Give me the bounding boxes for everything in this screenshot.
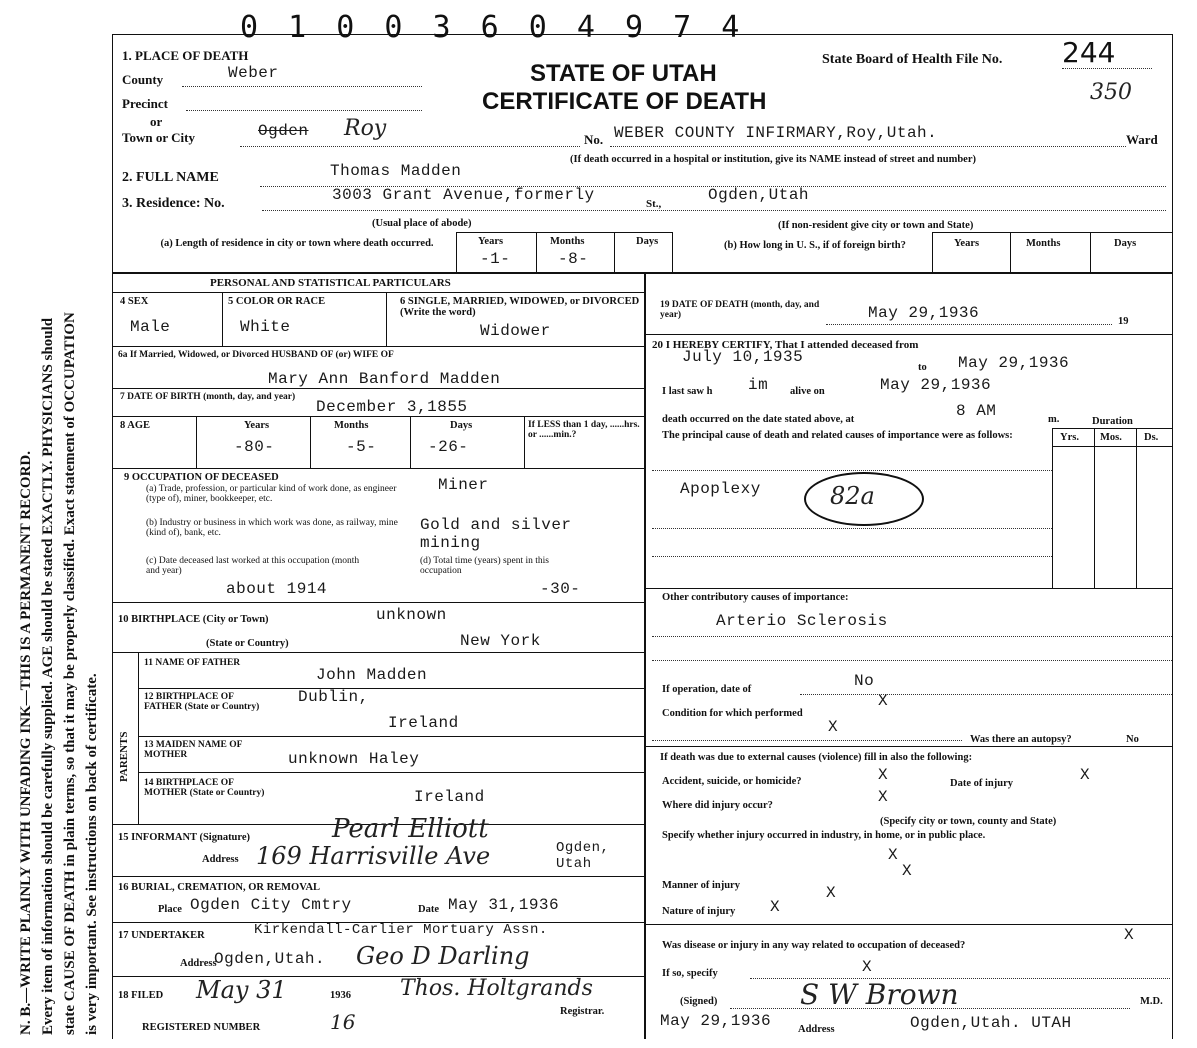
birthplace-label: 10 BIRTHPLACE (City or Town) xyxy=(118,614,269,625)
occupation-label: 9 OCCUPATION OF DECEASED xyxy=(124,472,279,483)
sex-value: Male xyxy=(130,318,171,336)
nonresident-note: (If non-resident give city or town and State) xyxy=(778,220,974,231)
undertaker-address: Ogden,Utah. xyxy=(214,950,326,968)
where-label: Where did injury occur? xyxy=(662,800,773,811)
principal-label: The principal cause of death and related causes of importance were as follows: xyxy=(662,430,1013,441)
side-instructions-1: Every item of information should be carefully supplied. AGE should be stated EXACTLY. PHYSICIANS should xyxy=(40,317,56,1035)
age-years-value: -80- xyxy=(234,438,275,456)
father-value: John Madden xyxy=(316,666,428,684)
burial-date: May 31,1936 xyxy=(448,896,560,914)
undertaker-signature: Geo D Darling xyxy=(356,942,530,970)
father-bp-label: 12 BIRTHPLACE OF FATHER (State or Country) xyxy=(144,692,260,712)
residence-city: Ogden,Utah xyxy=(708,186,810,204)
age-label: 8 AGE xyxy=(120,420,151,431)
sex-divider xyxy=(222,292,223,346)
full-name-label: 2. FULL NAME xyxy=(122,170,219,185)
duration-col-2 xyxy=(1094,428,1095,588)
left-border xyxy=(112,34,113,1039)
document-title: STATE OF UTAH xyxy=(530,60,717,87)
nature-value: X xyxy=(770,898,781,916)
side-instructions-3: is very important. See instructions on back of certificate. xyxy=(84,673,100,1035)
color-label: 5 COLOR OR RACE xyxy=(228,296,326,307)
age-years-label: Years xyxy=(244,420,270,431)
injury-date-value: X xyxy=(1080,766,1091,784)
row-line-9 xyxy=(138,772,644,773)
length-residence-label: (a) Length of residence in city or town where death occurred. xyxy=(160,238,434,249)
age-days-label: Days xyxy=(450,420,473,431)
us-col-3 xyxy=(1090,232,1091,272)
marital-value: Widower xyxy=(480,322,551,340)
age-col-2 xyxy=(310,416,311,468)
condition-value-2: X xyxy=(828,718,839,736)
external-label: If death was due to external causes (violence) fill in also the following: xyxy=(660,752,973,763)
condition-line xyxy=(652,740,962,741)
residence-street: 3003 Grant Avenue,formerly xyxy=(332,186,595,204)
filed-year: 1936 xyxy=(330,990,351,1001)
spouse-label: 6a If Married, Widowed, or Divorced HUSBAND OF (or) WIFE OF xyxy=(118,350,394,360)
specify-value-2: X xyxy=(902,862,913,880)
less-day-label: If LESS than 1 day, ......hrs. or ......min.? xyxy=(528,420,640,440)
undertaker-label: 17 UNDERTAKER xyxy=(118,930,205,941)
registrar-signature: Thos. Holtgrands xyxy=(400,976,593,1001)
cert-date: May 29,1936 xyxy=(660,1012,772,1030)
duration-header-line xyxy=(1052,446,1172,447)
dob-value: December 3,1855 xyxy=(316,398,468,416)
occ-c-label: (c) Date deceased last worked at this occupation (month and year) xyxy=(146,556,360,576)
physician-signature: S W Brown xyxy=(800,978,959,1011)
usual-abode-note: (Usual place of abode) xyxy=(372,218,472,229)
duration-mos: Mos. xyxy=(1100,432,1122,443)
row-line-2 xyxy=(112,388,644,389)
file-no-line xyxy=(1062,68,1152,69)
residence-line xyxy=(262,210,1166,211)
informant-signature: Pearl Elliott xyxy=(332,814,489,844)
alive-on-label: alive on xyxy=(790,386,825,397)
color-divider xyxy=(386,292,387,346)
cert-address: Ogden,Utah. UTAH xyxy=(910,1014,1072,1032)
last-saw-label: I last saw h xyxy=(662,386,713,397)
institution-note: (If death occurred in a hospital or institution, give its NAME instead of street and number) xyxy=(570,154,977,165)
where-value: X xyxy=(878,788,889,806)
signed-label: (Signed) xyxy=(680,996,718,1007)
full-name-value: Thomas Madden xyxy=(330,162,462,180)
undertaker-value: Kirkendall-Carlier Mortuary Assn. xyxy=(254,922,548,938)
age-months-value: -5- xyxy=(346,438,377,456)
cause-line-1 xyxy=(652,470,1052,471)
duration-col-3 xyxy=(1136,428,1137,588)
side-warning: N. B.—WRITE PLAINLY WITH UNFADING INK—THIS IS A PERMANENT RECORD. xyxy=(18,451,34,1035)
condition-value: X xyxy=(878,692,889,710)
res-col-4 xyxy=(672,232,673,272)
last-saw-date: May 29,1936 xyxy=(880,376,992,394)
operation-line xyxy=(800,694,1172,695)
res-box-top xyxy=(456,232,672,233)
attended-to: May 29,1936 xyxy=(958,354,1070,372)
condition-label: Condition for which performed xyxy=(662,708,803,719)
file-no-label: State Board of Health File No. xyxy=(822,52,1003,67)
accident-label: Accident, suicide, or homicide? xyxy=(662,776,802,787)
age-col-3 xyxy=(410,416,411,468)
row-line-4 xyxy=(112,468,644,469)
row-line-7 xyxy=(138,688,644,689)
us-col-2 xyxy=(1010,232,1011,272)
death-time: 8 AM xyxy=(956,402,997,420)
row-line-5 xyxy=(112,602,644,603)
spouse-value: Mary Ann Banford Madden xyxy=(268,370,501,388)
cause-line-2 xyxy=(652,528,1052,529)
filed-label: 18 FILED xyxy=(118,990,164,1001)
nature-label: Nature of injury xyxy=(662,906,736,917)
injury-date-label: Date of injury xyxy=(950,778,1013,789)
residence-st-label: St., xyxy=(646,198,662,210)
reg-number: 16 xyxy=(330,1010,356,1034)
us-months-label: Months xyxy=(1026,238,1061,249)
death-time-m: m. xyxy=(1048,414,1060,425)
right-row-3 xyxy=(644,746,1172,747)
parents-label: PARENTS xyxy=(118,731,130,782)
file-no: 244 xyxy=(1062,36,1116,69)
filed-date: May 31 xyxy=(196,976,287,1004)
precinct-label: Precinct xyxy=(122,96,168,111)
accident-value: X xyxy=(878,766,889,784)
res-col-2 xyxy=(536,232,537,272)
reg-number-label: REGISTERED NUMBER xyxy=(142,1022,261,1033)
side-instructions-2: state CAUSE OF DEATH in plain terms, so that it may be properly classified. Exact statement of OCCUPATION xyxy=(62,312,78,1035)
certificate-number: 0 1 0 0 3 6 0 4 9 7 4 xyxy=(240,10,746,45)
other-causes-label: Other contributory causes of importance: xyxy=(662,592,849,603)
burial-date-label: Date xyxy=(418,904,439,915)
right-row-1 xyxy=(644,334,1172,335)
town-label: Town or City xyxy=(122,130,195,145)
certify-label: 20 I HEREBY CERTIFY, That I attended deceased from xyxy=(652,339,919,351)
occ-d-value: -30- xyxy=(540,580,581,598)
county-value: Weber xyxy=(228,64,279,82)
dod-value: May 29,1936 xyxy=(868,304,980,322)
county-label: County xyxy=(122,72,164,87)
occ-a-value: Miner xyxy=(438,476,489,494)
death-time-label: death occurred on the date stated above, at xyxy=(662,414,855,425)
row-line-11 xyxy=(112,876,644,877)
cert-address-label: Address xyxy=(798,1024,835,1035)
operation-value: No xyxy=(854,672,875,690)
institution-line xyxy=(610,146,1126,147)
where-note: (Specify city or town, county and State) xyxy=(880,816,1057,827)
duration-label: Duration xyxy=(1092,416,1133,427)
personal-header-line xyxy=(112,292,644,293)
duration-yrs: Yrs. xyxy=(1060,432,1079,443)
right-row-2 xyxy=(644,588,1172,589)
birthplace-state-label: (State or Country) xyxy=(206,638,289,649)
cause-line-3 xyxy=(652,556,1052,557)
occ-b-value-1: Gold and silver xyxy=(420,516,572,534)
document-subtitle: CERTIFICATE OF DEATH xyxy=(482,88,767,115)
file-no-extra: 350 xyxy=(1090,80,1132,105)
informant-label: 15 INFORMANT (Signature) xyxy=(118,832,251,843)
ward-label: Ward xyxy=(1126,132,1158,147)
town-struck: Ogden xyxy=(258,122,309,140)
row-line-1 xyxy=(112,346,644,347)
age-days-value: -26- xyxy=(428,438,469,456)
or-label: or xyxy=(150,114,163,129)
no-label: No. xyxy=(584,132,604,147)
dod-label: 19 DATE OF DEATH (month, day, and year) xyxy=(660,300,820,320)
birthplace-city: unknown xyxy=(376,606,447,624)
occ-related-value: X xyxy=(1124,926,1135,944)
res-col-1 xyxy=(456,232,457,272)
res-days-label: Days xyxy=(636,236,659,247)
other-line-2 xyxy=(652,660,1172,661)
us-time-label: (b) How long in U. S., if of foreign birth? xyxy=(724,240,906,251)
operation-label: If operation, date of xyxy=(662,684,752,695)
mother-label: 13 MAIDEN NAME OF MOTHER xyxy=(144,740,243,760)
burial-place: Ogden City Cmtry xyxy=(190,896,352,914)
father-bp-2: Ireland xyxy=(388,714,459,732)
duration-col-1 xyxy=(1052,428,1053,588)
specify-label: Specify whether injury occurred in industry, in home, or in public place. xyxy=(662,830,986,841)
dob-label: 7 DATE OF BIRTH (month, day, and year) xyxy=(120,392,296,402)
us-col-1 xyxy=(932,232,933,272)
town-line xyxy=(240,146,580,147)
age-months-label: Months xyxy=(334,420,369,431)
precinct-line xyxy=(186,110,422,111)
sex-label: 4 SEX xyxy=(120,296,149,307)
if-so-label: If so, specify xyxy=(662,968,718,979)
mother-bp-label: 14 BIRTHPLACE OF MOTHER (State or Country) xyxy=(144,778,265,798)
specify-value: X xyxy=(888,846,899,864)
town-handwritten: Roy xyxy=(344,116,387,141)
if-so-value: X xyxy=(862,958,873,976)
res-box-top-2 xyxy=(932,232,1172,233)
age-col-1 xyxy=(196,416,197,468)
parents-divider xyxy=(138,652,139,824)
occ-d-label: (d) Total time (years) spent in this occupation xyxy=(420,556,549,576)
main-grid-top xyxy=(112,272,1172,274)
occ-b-value-2: mining xyxy=(420,534,481,552)
informant-address-label: Address xyxy=(202,854,239,865)
county-line xyxy=(182,86,422,87)
dod-19: 19 xyxy=(1118,316,1129,327)
res-col-3 xyxy=(614,232,615,272)
us-years-label: Years xyxy=(954,238,980,249)
attended-from: July 10,1935 xyxy=(682,348,804,366)
md-label: M.D. xyxy=(1140,996,1163,1007)
personal-header: PERSONAL AND STATISTICAL PARTICULARS xyxy=(210,277,451,289)
attended-to-label: to xyxy=(918,362,927,373)
row-line-6 xyxy=(112,652,644,653)
mother-bp-value: Ireland xyxy=(414,788,485,806)
manner-value: X xyxy=(826,884,837,902)
occ-b-label: (b) Industry or business in which work was done, as railway, mine (kind of), bank, etc. xyxy=(146,518,398,538)
occ-related-label: Was disease or injury in any way related to occupation of deceased? xyxy=(662,940,966,951)
cause-code: 82a xyxy=(830,482,875,510)
signed-line xyxy=(730,1008,1130,1009)
informant-address: 169 Harrisville Ave xyxy=(256,842,491,870)
marital-label: 6 SINGLE, MARRIED, WIDOWED, or DIVORCED (Write the word) xyxy=(400,296,640,318)
place-of-death-label: 1. PLACE OF DEATH xyxy=(122,48,249,63)
burial-label: 16 BURIAL, CREMATION, OR REMOVAL xyxy=(118,882,321,893)
occ-c-value: about 1914 xyxy=(226,580,328,598)
duration-top xyxy=(1052,428,1172,429)
row-line-3 xyxy=(112,416,644,417)
institution-value: WEBER COUNTY INFIRMARY,Roy,Utah. xyxy=(614,124,938,142)
burial-place-label: Place xyxy=(158,904,182,915)
res-months-value: -8- xyxy=(558,250,589,268)
duration-ds: Ds. xyxy=(1144,432,1159,443)
right-row-4 xyxy=(644,924,1172,925)
res-years-label: Years xyxy=(478,236,504,247)
autopsy-label: Was there an autopsy? xyxy=(970,734,1072,745)
other-causes: Arterio Sclerosis xyxy=(716,612,888,630)
manner-label: Manner of injury xyxy=(662,880,740,891)
principal-cause: Apoplexy xyxy=(680,480,761,498)
us-days-label: Days xyxy=(1114,238,1137,249)
father-bp-1: Dublin, xyxy=(298,688,369,706)
age-col-4 xyxy=(524,416,525,468)
color-value: White xyxy=(240,318,291,336)
mother-value: unknown Haley xyxy=(288,750,420,768)
registrar-label: Registrar. xyxy=(560,1006,605,1017)
undertaker-address-label: Address xyxy=(180,958,217,969)
last-saw-suffix: im xyxy=(748,376,769,394)
informant-city: Ogden, Utah xyxy=(556,840,610,872)
row-line-8 xyxy=(138,736,644,737)
birthplace-state: New York xyxy=(460,632,541,650)
father-label: 11 NAME OF FATHER xyxy=(144,658,241,668)
occ-a-label: (a) Trade, profession, or particular kind of work done, as engineer (type of), miner, bookkeeper, etc. xyxy=(146,484,397,504)
residence-label: 3. Residence: No. xyxy=(122,196,225,211)
autopsy-value: No xyxy=(1126,734,1139,745)
right-border xyxy=(1172,34,1173,1039)
other-line-1 xyxy=(652,636,1172,637)
res-years-value: -1- xyxy=(480,250,511,268)
dod-line xyxy=(826,324,1112,325)
res-months-label: Months xyxy=(550,236,585,247)
